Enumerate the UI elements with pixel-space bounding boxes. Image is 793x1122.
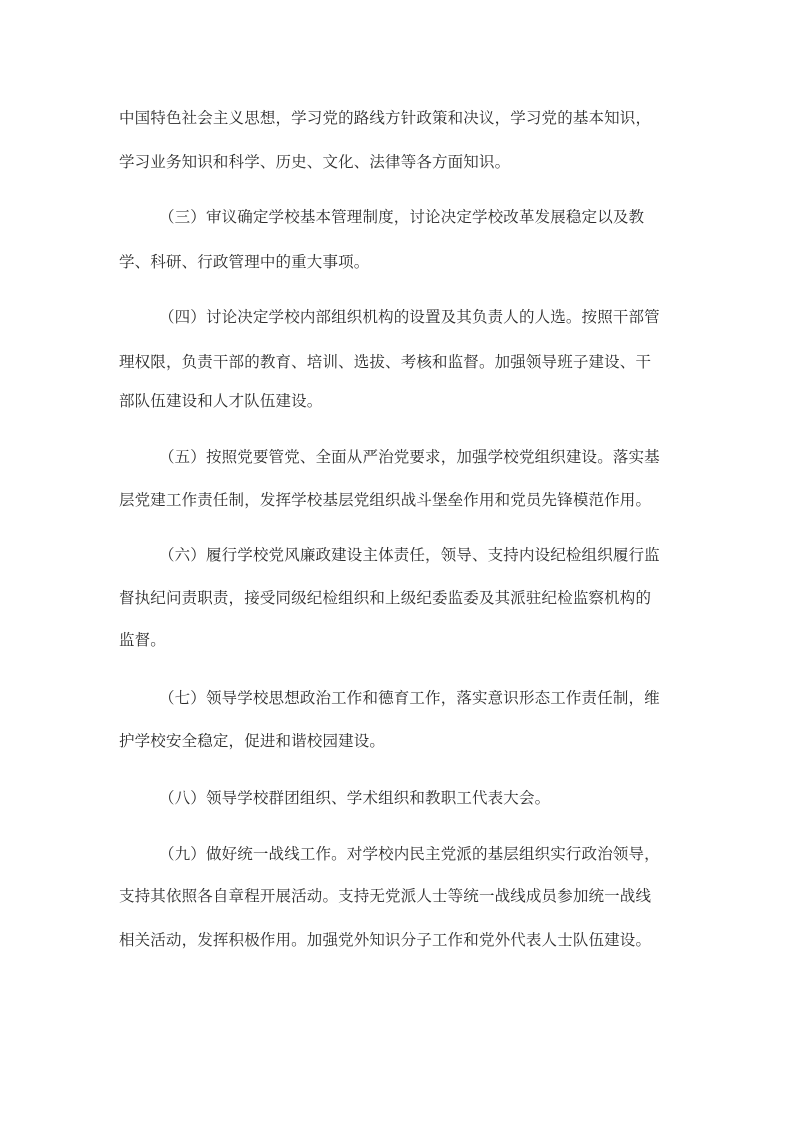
text-line: 层党建工作责任制，发挥学校基层党组织战斗堡垒作用和党员先锋模范作用。 xyxy=(119,491,652,509)
text-line: 督执纪问责职责，接受同级纪检组织和上级纪委监委及其派驻纪检监察机构的 xyxy=(119,589,652,607)
text-line: 学习业务知识和科学、历史、文化、法律等各方面知识。 xyxy=(119,153,511,171)
text-line: 学、科研、行政管理中的重大事项。 xyxy=(119,253,370,271)
paragraph-first-line: （五）按照党要管党、全面从严治党要求，加强学校党组织建设。落实基 xyxy=(159,448,660,466)
text-line: 理权限，负责干部的教育、培训、选拔、考核和监督。加强领导班子建设、干 xyxy=(119,353,652,371)
paragraph-first-line: （九）做好统一战线工作。对学校内民主党派的基层组织实行政治领导， xyxy=(159,845,660,863)
paragraph-first-line: （四）讨论决定学校内部组织机构的设置及其负责人的人选。按照干部管 xyxy=(159,308,660,326)
text-line: 监督。 xyxy=(119,631,166,649)
paragraph-first-line: （八）领导学校群团组织、学术组织和教职工代表大会。 xyxy=(159,789,551,807)
text-line: 支持其依照各自章程开展活动。支持无党派人士等统一战线成员参加统一战线 xyxy=(119,887,652,905)
paragraph-first-line: （七）领导学校思想政治工作和德育工作，落实意识形态工作责任制，维 xyxy=(159,689,660,707)
text-line: 中国特色社会主义思想，学习党的路线方针政策和决议，学习党的基本知识， xyxy=(119,109,652,127)
text-line: 护学校安全稳定，促进和谐校园建设。 xyxy=(119,732,386,750)
text-line: 部队伍建设和人才队伍建设。 xyxy=(119,392,323,410)
text-line: 相关活动，发挥积极作用。加强党外知识分子工作和党外代表人士队伍建设。 xyxy=(119,931,652,949)
paragraph-first-line: （六）履行学校党风廉政建设主体责任，领导、支持内设纪检组织履行监 xyxy=(159,546,660,564)
paragraph-first-line: （三）审议确定学校基本管理制度，讨论决定学校改革发展稳定以及教 xyxy=(159,208,645,226)
